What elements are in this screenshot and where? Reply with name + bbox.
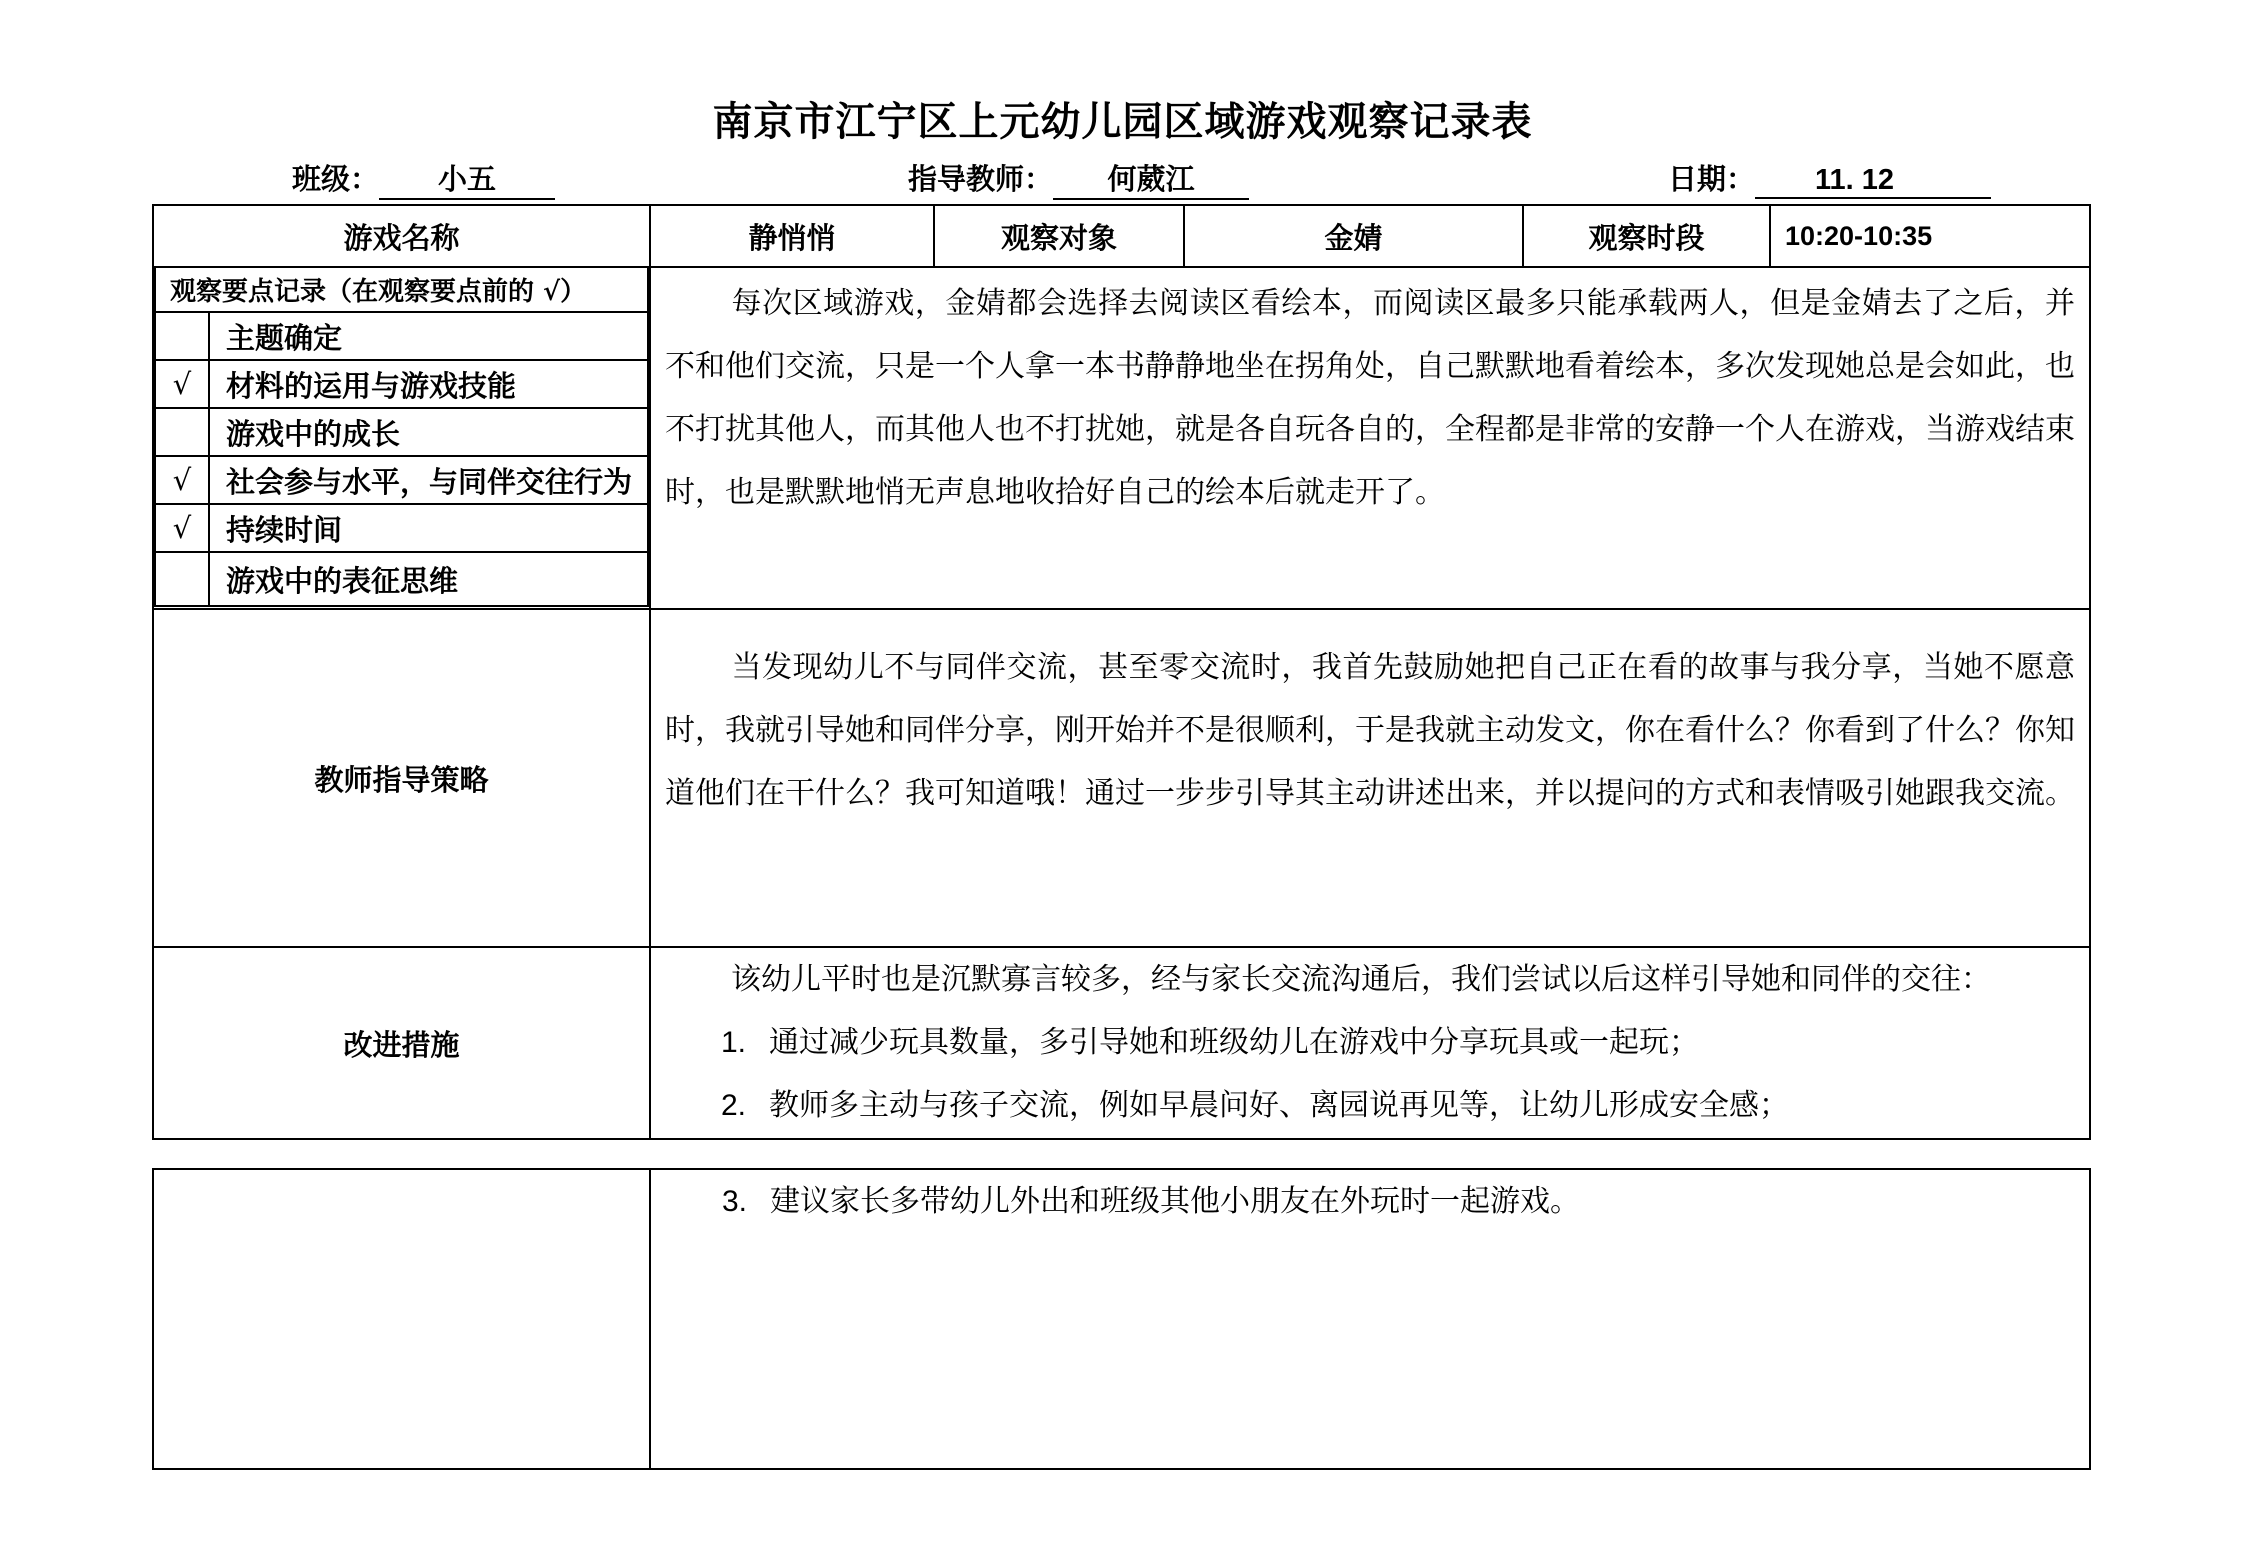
improvement-intro-text: 该幼儿平时也是沉默寡言较多，经与家长交流沟通后，我们尝试以后这样引导她和同伴的交往： (731, 962, 1991, 997)
game-name-label: 游戏名称 (153, 205, 650, 267)
time-value: 10:20-10:35 (1770, 205, 2090, 267)
improvement-intro (651, 948, 2089, 1011)
teacher-field (908, 160, 1249, 204)
improvement-cell (650, 947, 2090, 1139)
item-number: 1. (721, 1026, 747, 1059)
target-value: 金婧 (1184, 205, 1523, 267)
check-mark: √ (155, 360, 209, 408)
game-name-value: 静悄悄 (650, 205, 934, 267)
checklist-label: 游戏中的表征思维 (209, 552, 648, 606)
checklist-label: 主题确定 (209, 312, 648, 360)
check-mark (155, 312, 209, 360)
item-number: 3. (722, 1185, 748, 1218)
strategy-text-body: 当发现幼儿不与同伴交流，甚至零交流时，我首先鼓励她把自己正在看的故事与我分享，当她不愿意时，我就引导她和同伴分享，刚开始并不是很顺利，于是我就主动发文，你在看什么？你看到了什么？你知道他们在干什么？我可知道哦！通过一步步引导其主动讲述出来，并以提问的方式和表情吸引她跟我交流。 (665, 650, 2075, 811)
check-mark: √ (155, 504, 209, 552)
checklist-item (155, 360, 648, 408)
class-value: 小五 (379, 160, 555, 200)
observation-record (651, 272, 2089, 524)
class-label: 班级： (292, 162, 380, 196)
checklist-item (155, 456, 648, 504)
target-label: 观察对象 (934, 205, 1184, 267)
check-mark: √ (155, 456, 209, 504)
strategy-text (651, 636, 2089, 825)
checklist-label: 材料的运用与游戏技能 (209, 360, 648, 408)
checklist-item (155, 312, 648, 360)
teacher-value: 何葳江 (1053, 160, 1249, 200)
observation-row (153, 267, 2090, 609)
observation-record-text: 每次区域游戏，金婧都会选择去阅读区看绘本，而阅读区最多只能承载两人，但是金婧去了之后，并不和他们交流，只是一个人拿一本书静静地坐在拐角处，自己默默地看着绘本，多次发现她总是会如此，也不打扰其他人，而其他人也不打扰她，就是各自玩各自的，全程都是非常的安静一个人在游戏，当游戏结束时，也是默默地悄无声息地收拾好自己的绘本后就走开了。 (665, 286, 2075, 510)
date-label: 日期： (1668, 162, 1756, 196)
improvement-item (651, 1011, 2089, 1074)
observation-heading: 观察要点记录（在观察要点前的 √） (155, 268, 648, 312)
improvement-item (651, 1074, 2089, 1137)
checklist-item (155, 552, 648, 606)
time-label: 观察时段 (1523, 205, 1770, 267)
improvement-label: 改进措施 (153, 947, 650, 1139)
header-row (153, 205, 2090, 267)
strategy-label: 教师指导策略 (153, 609, 650, 947)
continuation-label-cell (153, 1169, 650, 1469)
class-field (292, 160, 555, 204)
observation-record-cell (650, 267, 2090, 609)
observation-checklist (153, 267, 650, 609)
page-title: 南京市江宁区上元幼儿园区域游戏观察记录表 (712, 98, 1533, 145)
check-mark (155, 408, 209, 456)
continuation-table (152, 1168, 2091, 1470)
item-number: 2. (721, 1089, 747, 1122)
checklist-item (155, 504, 648, 552)
improvement-row (153, 947, 2090, 1139)
checklist-item (155, 408, 648, 456)
checklist-label: 游戏中的成长 (209, 408, 648, 456)
check-mark (155, 552, 209, 606)
item-text: 通过减少玩具数量，多引导她和班级幼儿在游戏中分享玩具或一起玩； (769, 1025, 1699, 1060)
item-text: 教师多主动与孩子交流，例如早晨问好、离园说再见等，让幼儿形成安全感； (769, 1088, 1789, 1123)
continuation-cell (650, 1169, 2090, 1469)
strategy-cell (650, 609, 2090, 947)
checklist-label: 社会参与水平，与同伴交往行为 (209, 456, 648, 504)
item-text: 建议家长多带幼儿外出和班级其他小朋友在外玩时一起游戏。 (770, 1184, 1580, 1219)
improvement-item (652, 1170, 2088, 1233)
checklist-label: 持续时间 (209, 504, 648, 552)
date-field (1668, 160, 1991, 204)
teacher-label: 指导教师： (908, 162, 1054, 196)
date-value: 11. 12 (1755, 161, 1991, 199)
record-table (152, 204, 2091, 1140)
strategy-row (153, 609, 2090, 947)
